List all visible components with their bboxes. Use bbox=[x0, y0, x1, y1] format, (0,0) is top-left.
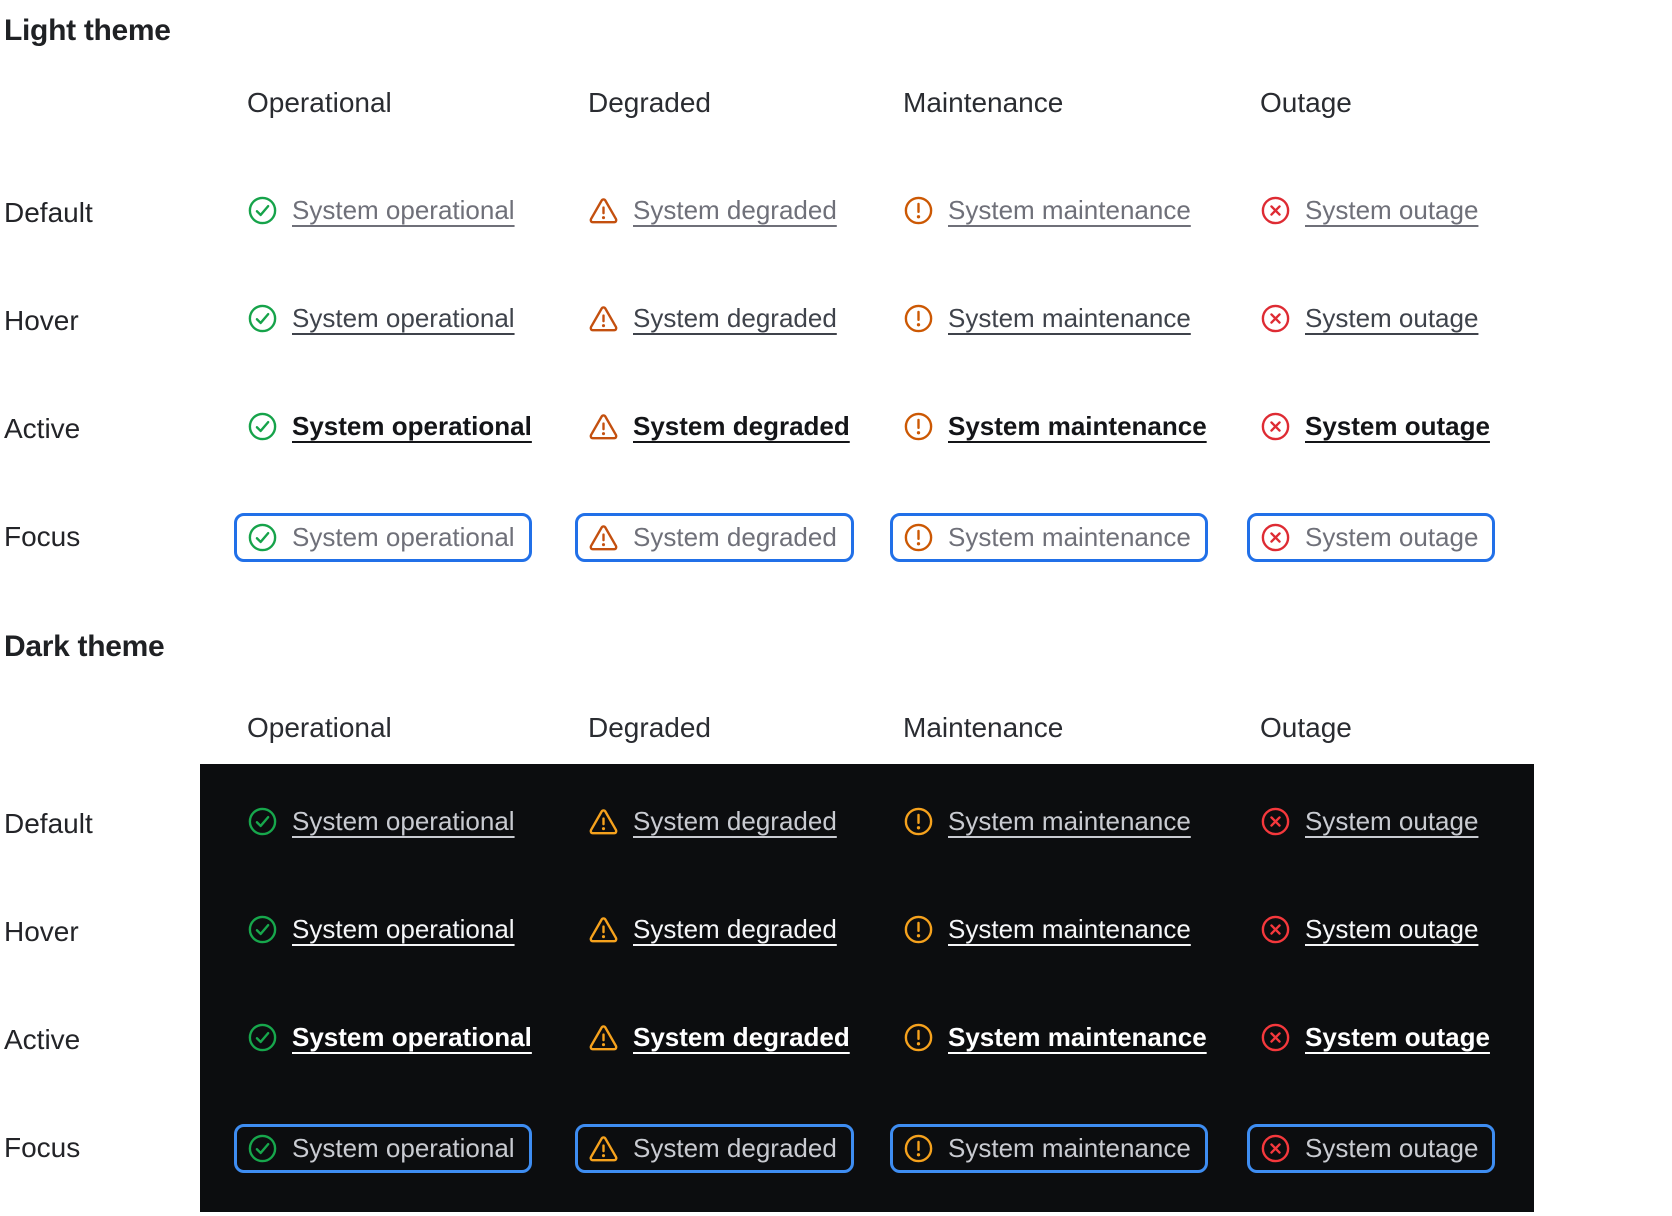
column-header-outage: Outage bbox=[1260, 712, 1352, 743]
status-link-degraded-active[interactable] bbox=[588, 411, 850, 442]
status-link-label: System outage bbox=[1305, 1132, 1479, 1163]
status-link-label: System degraded bbox=[633, 1022, 850, 1052]
column-header-degraded: Degraded bbox=[588, 87, 711, 118]
link-cell bbox=[247, 914, 588, 950]
column-header-row bbox=[4, 706, 1672, 750]
link-cell bbox=[903, 303, 1260, 339]
alert-circle-icon bbox=[903, 411, 934, 442]
status-link-label: System maintenance bbox=[948, 303, 1191, 333]
check-circle-icon bbox=[247, 1022, 278, 1053]
status-link-degraded-default[interactable] bbox=[588, 806, 837, 837]
warning-triangle-icon bbox=[588, 303, 619, 334]
check-circle-icon bbox=[247, 303, 278, 334]
warning-triangle-icon bbox=[588, 1133, 619, 1164]
status-link-label: System degraded bbox=[633, 195, 837, 225]
link-cell bbox=[903, 195, 1260, 231]
status-link-label: System outage bbox=[1305, 521, 1479, 552]
alert-circle-icon bbox=[903, 195, 934, 226]
link-cell bbox=[247, 303, 588, 339]
status-link-label: System outage bbox=[1305, 1022, 1490, 1052]
status-link-degraded-focus[interactable] bbox=[575, 1124, 854, 1173]
link-cell bbox=[247, 513, 588, 562]
status-link-label: System maintenance bbox=[948, 521, 1191, 552]
state-row-default bbox=[4, 159, 1672, 267]
state-row-hover bbox=[4, 878, 1672, 986]
status-link-maintenance-active[interactable] bbox=[903, 411, 1207, 442]
state-row-focus bbox=[4, 1094, 1672, 1202]
row-label-active: Active bbox=[4, 1024, 81, 1055]
row-label-focus: Focus bbox=[4, 1132, 81, 1163]
dark-theme-section bbox=[4, 630, 1672, 1202]
link-cell bbox=[247, 806, 588, 842]
link-cell bbox=[588, 806, 903, 842]
status-link-label: System outage bbox=[1305, 914, 1479, 944]
status-link-maintenance-focus[interactable] bbox=[890, 1124, 1208, 1173]
status-link-maintenance-hover[interactable] bbox=[903, 303, 1191, 334]
x-circle-icon bbox=[1260, 195, 1291, 226]
row-label-hover: Hover bbox=[4, 305, 79, 336]
status-link-label: System operational bbox=[292, 914, 515, 944]
status-link-operational-default[interactable] bbox=[247, 806, 515, 837]
row-label-active: Active bbox=[4, 413, 81, 444]
status-link-label: System maintenance bbox=[948, 1132, 1191, 1163]
alert-circle-icon bbox=[903, 914, 934, 945]
status-link-label: System outage bbox=[1305, 195, 1479, 225]
alert-circle-icon bbox=[903, 1022, 934, 1053]
column-header-degraded: Degraded bbox=[588, 712, 711, 743]
status-link-label: System operational bbox=[292, 1132, 515, 1163]
link-cell bbox=[247, 195, 588, 231]
link-cell bbox=[1260, 303, 1672, 339]
state-rows bbox=[4, 125, 1672, 591]
dark-theme-heading: Dark theme bbox=[4, 630, 165, 663]
alert-circle-icon bbox=[903, 303, 934, 334]
status-link-degraded-default[interactable] bbox=[588, 195, 837, 226]
status-link-label: System degraded bbox=[633, 303, 837, 333]
link-cell bbox=[588, 1124, 903, 1173]
link-cell bbox=[1260, 1124, 1672, 1173]
link-cell bbox=[1260, 411, 1672, 447]
status-link-label: System operational bbox=[292, 411, 532, 441]
check-circle-icon bbox=[247, 522, 278, 553]
status-link-operational-active[interactable] bbox=[247, 411, 532, 442]
status-link-operational-hover[interactable] bbox=[247, 914, 515, 945]
link-cell bbox=[588, 411, 903, 447]
status-link-label: System degraded bbox=[633, 411, 850, 441]
link-cell bbox=[903, 513, 1260, 562]
check-circle-icon bbox=[247, 914, 278, 945]
link-cell bbox=[588, 914, 903, 950]
status-link-maintenance-hover[interactable] bbox=[903, 914, 1191, 945]
status-link-maintenance-default[interactable] bbox=[903, 806, 1191, 837]
warning-triangle-icon bbox=[588, 1022, 619, 1053]
warning-triangle-icon bbox=[588, 522, 619, 553]
status-link-maintenance-focus[interactable] bbox=[890, 513, 1208, 562]
alert-circle-icon bbox=[903, 522, 934, 553]
warning-triangle-icon bbox=[588, 195, 619, 226]
link-cell bbox=[1260, 914, 1672, 950]
status-link-degraded-hover[interactable] bbox=[588, 303, 837, 334]
status-link-label: System degraded bbox=[633, 914, 837, 944]
link-cell bbox=[903, 1022, 1260, 1058]
warning-triangle-icon bbox=[588, 411, 619, 442]
check-circle-icon bbox=[247, 411, 278, 442]
column-header-operational: Operational bbox=[247, 712, 392, 743]
column-header-maintenance: Maintenance bbox=[903, 87, 1064, 118]
link-cell bbox=[903, 1124, 1260, 1173]
x-circle-icon bbox=[1260, 1133, 1291, 1164]
link-cell bbox=[1260, 513, 1672, 562]
status-link-label: System outage bbox=[1305, 303, 1479, 333]
status-link-operational-default[interactable] bbox=[247, 195, 515, 226]
status-link-label: System operational bbox=[292, 303, 515, 333]
status-link-maintenance-default[interactable] bbox=[903, 195, 1191, 226]
state-row-hover bbox=[4, 267, 1672, 375]
warning-triangle-icon bbox=[588, 806, 619, 837]
status-link-operational-focus[interactable] bbox=[234, 513, 532, 562]
link-cell bbox=[1260, 195, 1672, 231]
status-link-degraded-hover[interactable] bbox=[588, 914, 837, 945]
warning-triangle-icon bbox=[588, 914, 619, 945]
alert-circle-icon bbox=[903, 806, 934, 837]
link-cell bbox=[1260, 1022, 1672, 1058]
link-cell bbox=[247, 411, 588, 447]
status-link-outage-focus[interactable] bbox=[1247, 513, 1495, 562]
state-rows bbox=[4, 750, 1672, 1202]
row-label-hover: Hover bbox=[4, 916, 79, 947]
link-cell bbox=[588, 1022, 903, 1058]
status-link-operational-focus[interactable] bbox=[234, 1124, 532, 1173]
status-link-label: System degraded bbox=[633, 521, 837, 552]
state-row-active bbox=[4, 375, 1672, 483]
check-circle-icon bbox=[247, 1133, 278, 1164]
x-circle-icon bbox=[1260, 806, 1291, 837]
status-link-outage-active[interactable] bbox=[1260, 1022, 1490, 1053]
status-link-label: System maintenance bbox=[948, 1022, 1207, 1052]
x-circle-icon bbox=[1260, 1022, 1291, 1053]
status-link-label: System operational bbox=[292, 195, 515, 225]
column-header-outage: Outage bbox=[1260, 87, 1352, 118]
status-link-label: System maintenance bbox=[948, 806, 1191, 836]
row-label-default: Default bbox=[4, 197, 93, 228]
link-cell bbox=[247, 1124, 588, 1173]
status-link-outage-hover[interactable] bbox=[1260, 914, 1478, 945]
column-header-row bbox=[4, 81, 1672, 125]
status-link-label: System maintenance bbox=[948, 411, 1207, 441]
x-circle-icon bbox=[1260, 522, 1291, 553]
row-label-focus: Focus bbox=[4, 521, 81, 552]
link-cell bbox=[903, 411, 1260, 447]
status-link-label: System operational bbox=[292, 1022, 532, 1052]
link-cell bbox=[1260, 806, 1672, 842]
status-link-label: System operational bbox=[292, 521, 515, 552]
status-link-label: System degraded bbox=[633, 806, 837, 836]
state-row-focus bbox=[4, 483, 1672, 591]
status-link-degraded-focus[interactable] bbox=[575, 513, 854, 562]
light-theme-section bbox=[4, 14, 1672, 591]
link-cell bbox=[588, 513, 903, 562]
state-row-default bbox=[4, 770, 1672, 878]
status-link-outage-active[interactable] bbox=[1260, 411, 1490, 442]
x-circle-icon bbox=[1260, 411, 1291, 442]
status-link-degraded-active[interactable] bbox=[588, 1022, 850, 1053]
status-link-label: System maintenance bbox=[948, 914, 1191, 944]
status-link-label: System maintenance bbox=[948, 195, 1191, 225]
state-row-active bbox=[4, 986, 1672, 1094]
check-circle-icon bbox=[247, 806, 278, 837]
link-cell bbox=[903, 914, 1260, 950]
status-link-outage-focus[interactable] bbox=[1247, 1124, 1495, 1173]
status-link-operational-active[interactable] bbox=[247, 1022, 532, 1053]
check-circle-icon bbox=[247, 195, 278, 226]
status-link-outage-default[interactable] bbox=[1260, 195, 1478, 226]
link-cell bbox=[588, 195, 903, 231]
link-cell bbox=[588, 303, 903, 339]
status-link-label: System operational bbox=[292, 806, 515, 836]
link-cell bbox=[903, 806, 1260, 842]
status-link-outage-default[interactable] bbox=[1260, 806, 1478, 837]
status-link-outage-hover[interactable] bbox=[1260, 303, 1478, 334]
status-link-operational-hover[interactable] bbox=[247, 303, 515, 334]
x-circle-icon bbox=[1260, 303, 1291, 334]
alert-circle-icon bbox=[903, 1133, 934, 1164]
status-link-label: System degraded bbox=[633, 1132, 837, 1163]
x-circle-icon bbox=[1260, 914, 1291, 945]
status-link-maintenance-active[interactable] bbox=[903, 1022, 1207, 1053]
link-cell bbox=[247, 1022, 588, 1058]
status-link-label: System outage bbox=[1305, 411, 1490, 441]
column-header-operational: Operational bbox=[247, 87, 392, 118]
status-link-label: System outage bbox=[1305, 806, 1479, 836]
column-header-maintenance: Maintenance bbox=[903, 712, 1064, 743]
light-theme-heading: Light theme bbox=[4, 14, 171, 47]
row-label-default: Default bbox=[4, 808, 93, 839]
